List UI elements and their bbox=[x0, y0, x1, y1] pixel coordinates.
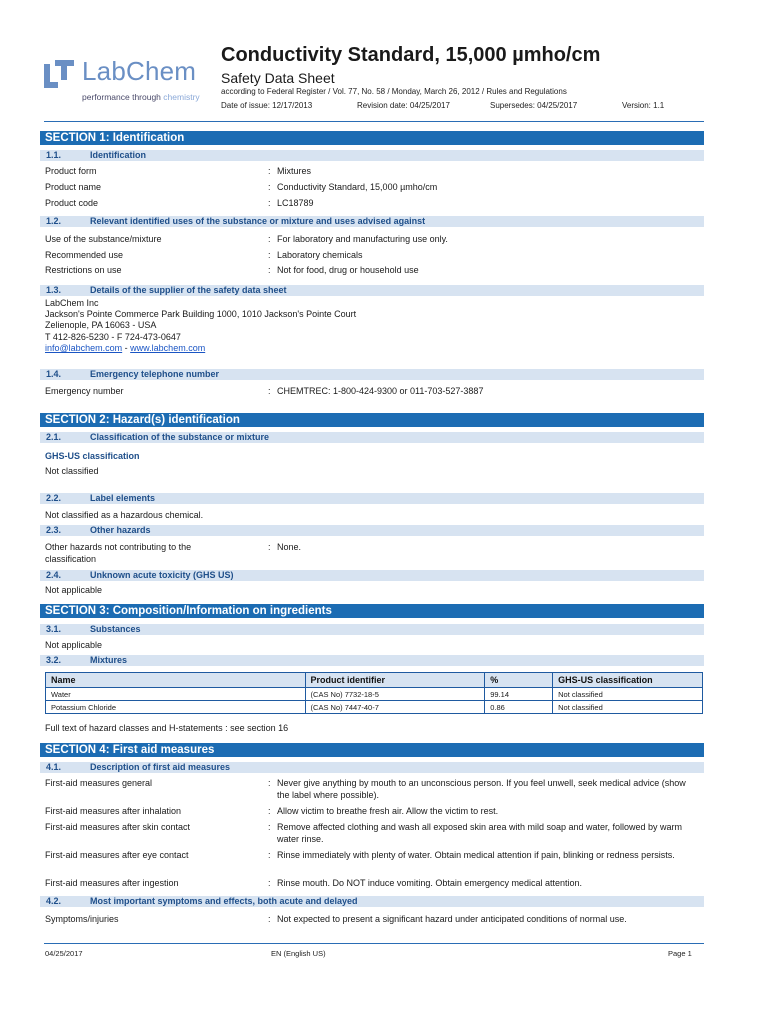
section-3-header: SECTION 3: Composition/Information on ingredients bbox=[40, 604, 704, 618]
supplier-website-link[interactable]: www.labchem.com bbox=[130, 343, 206, 353]
field-label: Use of the substance/mixture bbox=[45, 234, 162, 244]
subsection-4-2 bbox=[40, 896, 704, 907]
subsection-title: Label elements bbox=[90, 493, 156, 503]
table-cell: Potassium Chloride bbox=[46, 701, 306, 714]
table-row bbox=[46, 701, 703, 714]
subsection-number: 3.1. bbox=[46, 624, 62, 634]
subsection-title: Mixtures bbox=[90, 655, 128, 665]
field-label: Recommended use bbox=[45, 250, 124, 260]
section-1-header: SECTION 1: Identification bbox=[40, 131, 704, 145]
field-value: Rinse mouth. Do NOT induce vomiting. Obtain emergency medical attention. bbox=[277, 878, 582, 888]
subsection-title: Unknown acute toxicity (GHS US) bbox=[90, 570, 234, 580]
label-elements-text: Not classified as a hazardous chemical. bbox=[45, 510, 204, 520]
subsection-title: Relevant identified uses of the substance or mixture and uses advised against bbox=[90, 216, 426, 226]
field-value: Not for food, drug or household use bbox=[277, 265, 419, 275]
field-label-line-2: classification bbox=[45, 554, 97, 564]
field-label: Product code bbox=[45, 198, 99, 208]
subsection-number: 1.4. bbox=[46, 369, 62, 379]
subsection-3-1 bbox=[40, 624, 704, 635]
field-label: First-aid measures after eye contact bbox=[45, 850, 189, 860]
subsection-number: 1.1. bbox=[46, 150, 62, 160]
field-colon: : bbox=[268, 250, 271, 260]
footer-page-number: Page 1 bbox=[668, 949, 692, 958]
substances-text: Not applicable bbox=[45, 640, 103, 650]
field-value: LC18789 bbox=[277, 198, 314, 208]
field-colon: : bbox=[268, 265, 271, 275]
field-label: First-aid measures general bbox=[45, 778, 153, 788]
document-subtitle: Safety Data Sheet bbox=[221, 70, 335, 86]
supplier-email-link[interactable]: info@labchem.com bbox=[45, 343, 123, 353]
field-colon: : bbox=[268, 822, 271, 832]
field-label: Product form bbox=[45, 166, 97, 176]
table-cell: 0.86 bbox=[485, 701, 553, 714]
subsection-title: Details of the supplier of the safety data sheet bbox=[90, 285, 287, 295]
supplier-link-separator: - bbox=[122, 343, 131, 353]
field-colon: : bbox=[268, 166, 271, 176]
subsection-2-4 bbox=[40, 570, 704, 581]
table-cell: Water bbox=[46, 688, 306, 701]
subsection-2-2 bbox=[40, 493, 704, 504]
field-colon: : bbox=[268, 542, 271, 552]
footer-date: 04/25/2017 bbox=[45, 949, 83, 958]
table-header-row bbox=[46, 673, 703, 688]
field-value: Allow victim to breathe fresh air. Allow the victim to rest. bbox=[277, 806, 499, 816]
subsection-number: 1.3. bbox=[46, 285, 62, 295]
logo-tagline-b: chemistry bbox=[163, 92, 200, 102]
field-value: Laboratory chemicals bbox=[277, 250, 363, 260]
document-title: Conductivity Standard, 15,000 µmho/cm bbox=[221, 44, 601, 66]
field-colon: : bbox=[268, 914, 271, 924]
labchem-logo bbox=[44, 58, 219, 108]
column-header: % bbox=[485, 673, 553, 688]
table-cell: Not classified bbox=[553, 688, 703, 701]
acute-toxicity-text: Not applicable bbox=[45, 585, 103, 595]
field-label: Restrictions on use bbox=[45, 265, 122, 275]
field-label bbox=[45, 541, 263, 565]
field-value: Not expected to present a significant hazard under anticipated conditions of normal use. bbox=[277, 914, 627, 924]
supplier-address-line-1: Jackson's Pointe Commerce Park Building 1000, 1010 Jackson's Pointe Court bbox=[45, 309, 357, 319]
section-2-header: SECTION 2: Hazard(s) identification bbox=[40, 413, 704, 427]
table-row bbox=[46, 688, 703, 701]
hazard-full-text-note: Full text of hazard classes and H-statements : see section 16 bbox=[45, 723, 289, 733]
field-colon: : bbox=[268, 778, 271, 788]
supersedes: Supersedes: 04/25/2017 bbox=[490, 101, 578, 110]
subsection-1-4 bbox=[40, 369, 704, 380]
column-header: Name bbox=[46, 673, 306, 688]
revision-date: Revision date: 04/25/2017 bbox=[357, 101, 450, 110]
footer-divider bbox=[44, 943, 704, 944]
field-value: None. bbox=[277, 542, 302, 552]
field-value: Remove affected clothing and wash all exposed skin area with mild soap and water, followed by warm water rinse. bbox=[277, 822, 683, 844]
subsection-3-2 bbox=[40, 655, 704, 666]
subsection-2-1 bbox=[40, 432, 704, 443]
subsection-number: 2.2. bbox=[46, 493, 62, 503]
regulation-reference: according to Federal Register / Vol. 77, No. 58 / Monday, March 26, 2012 / Rules and Regulations bbox=[221, 87, 567, 96]
footer-language: EN (English US) bbox=[271, 949, 326, 958]
field-colon: : bbox=[268, 386, 271, 396]
subsection-1-2 bbox=[40, 216, 704, 227]
table-cell: (CAS No) 7732-18-5 bbox=[305, 688, 485, 701]
field-label: Emergency number bbox=[45, 386, 124, 396]
subsection-title: Emergency telephone number bbox=[90, 369, 220, 379]
logo-tagline bbox=[82, 92, 200, 102]
subsection-number: 4.1. bbox=[46, 762, 62, 772]
date-of-issue: Date of issue: 12/17/2013 bbox=[221, 101, 313, 110]
subsection-number: 1.2. bbox=[46, 216, 62, 226]
column-header: Product identifier bbox=[305, 673, 485, 688]
logo-name: LabChem bbox=[82, 56, 197, 86]
subsection-title: Other hazards bbox=[90, 525, 151, 535]
subsection-1-3 bbox=[40, 285, 704, 296]
subsection-2-3 bbox=[40, 525, 704, 536]
field-value: Rinse immediately with plenty of water. Obtain medical attention if pain, blinking or redness persists. bbox=[277, 850, 675, 860]
header-divider bbox=[44, 121, 704, 122]
field-label-line-1: Other hazards not contributing to the bbox=[45, 542, 192, 552]
supplier-contact-links bbox=[45, 343, 205, 354]
mixtures-table bbox=[45, 672, 703, 714]
subsection-number: 2.1. bbox=[46, 432, 62, 442]
subsection-number: 2.4. bbox=[46, 570, 62, 580]
field-label: Product name bbox=[45, 182, 102, 192]
subsection-number: 4.2. bbox=[46, 896, 62, 906]
ghs-classification-value: Not classified bbox=[45, 466, 99, 476]
field-colon: : bbox=[268, 234, 271, 244]
field-value: CHEMTREC: 1-800-424-9300 or 011-703-527-3887 bbox=[277, 386, 484, 396]
field-label: First-aid measures after inhalation bbox=[45, 806, 182, 816]
logo-tagline-a: performance through bbox=[82, 92, 161, 102]
field-label: First-aid measures after skin contact bbox=[45, 822, 191, 832]
section-4-header: SECTION 4: First aid measures bbox=[40, 743, 704, 757]
table-cell: (CAS No) 7447-40-7 bbox=[305, 701, 485, 714]
field-value: Never give anything by mouth to an unconscious person. If you feel unwell, seek medical advice (show the label where possible). bbox=[277, 778, 686, 800]
field-value: Conductivity Standard, 15,000 µmho/cm bbox=[277, 182, 438, 192]
subsection-title: Description of first aid measures bbox=[90, 762, 231, 772]
table-cell: Not classified bbox=[553, 701, 703, 714]
ghs-classification-heading: GHS-US classification bbox=[45, 451, 140, 461]
subsection-number: 3.2. bbox=[46, 655, 62, 665]
subsection-title: Classification of the substance or mixture bbox=[90, 432, 270, 442]
field-colon: : bbox=[268, 850, 271, 860]
supplier-address-line-2: Zelienople, PA 16063 - USA bbox=[45, 320, 157, 330]
subsection-1-1 bbox=[40, 150, 704, 161]
field-value: Mixtures bbox=[277, 166, 312, 176]
subsection-4-1 bbox=[40, 762, 704, 773]
field-value: For laboratory and manufacturing use only. bbox=[277, 234, 448, 244]
field-label: Symptoms/injuries bbox=[45, 914, 119, 924]
field-colon: : bbox=[268, 878, 271, 888]
field-colon: : bbox=[268, 198, 271, 208]
column-header: GHS-US classification bbox=[553, 673, 703, 688]
subsection-title: Identification bbox=[90, 150, 146, 160]
subsection-title: Most important symptoms and effects, both acute and delayed bbox=[90, 896, 358, 906]
subsection-title: Substances bbox=[90, 624, 141, 634]
table-cell: 99.14 bbox=[485, 688, 553, 701]
field-colon: : bbox=[268, 806, 271, 816]
labchem-logo-mark-icon bbox=[44, 60, 74, 88]
field-label: First-aid measures after ingestion bbox=[45, 878, 179, 888]
version: Version: 1.1 bbox=[622, 101, 665, 110]
supplier-phone: T 412-826-5230 - F 724-473-0647 bbox=[45, 332, 181, 342]
supplier-name: LabChem Inc bbox=[45, 298, 99, 308]
field-colon: : bbox=[268, 182, 271, 192]
subsection-number: 2.3. bbox=[46, 525, 62, 535]
